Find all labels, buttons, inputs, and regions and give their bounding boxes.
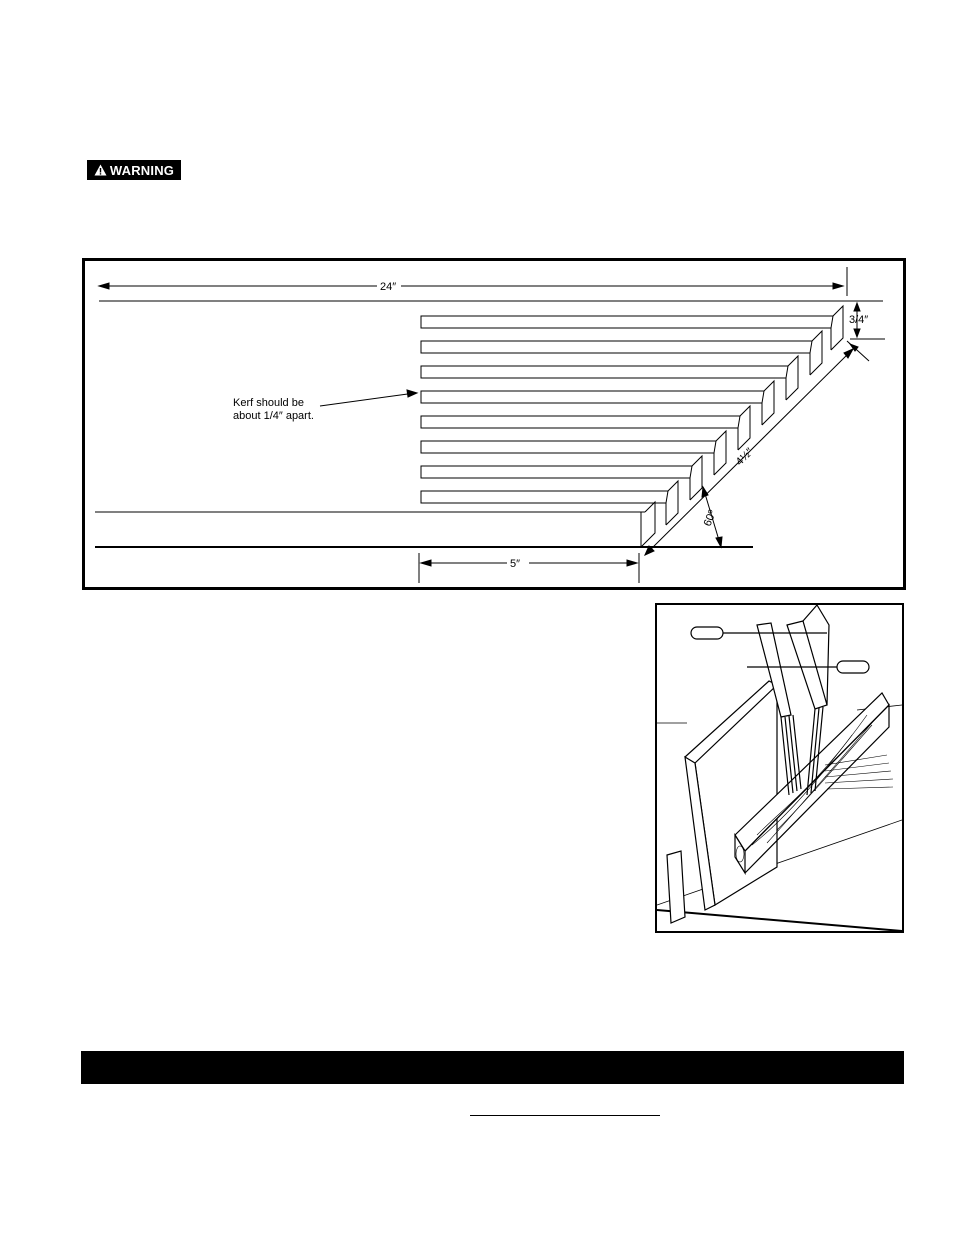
featherboard-clamped-to-fence-illustration	[657, 605, 902, 931]
dim-finger-length: 4½″	[733, 446, 756, 469]
kerf-annotation-line2: about 1/4″ apart.	[233, 410, 314, 422]
warning-triangle-icon	[94, 164, 107, 176]
dim-angle: 60º	[701, 508, 719, 529]
dim-start-offset: 5″	[510, 558, 521, 570]
kerf-annotation-line1: Kerf should be	[233, 397, 304, 409]
section-header-bar	[81, 1051, 904, 1084]
featherboard-usage-illustration	[655, 603, 904, 933]
dim-thickness: 3/4″	[849, 314, 869, 326]
underline-rule	[470, 1115, 660, 1116]
featherboard-diagram	[82, 258, 906, 590]
dim-overall-length: 24″	[380, 281, 397, 293]
warning-badge	[87, 160, 181, 180]
warning-label: WARNING	[109, 162, 175, 178]
